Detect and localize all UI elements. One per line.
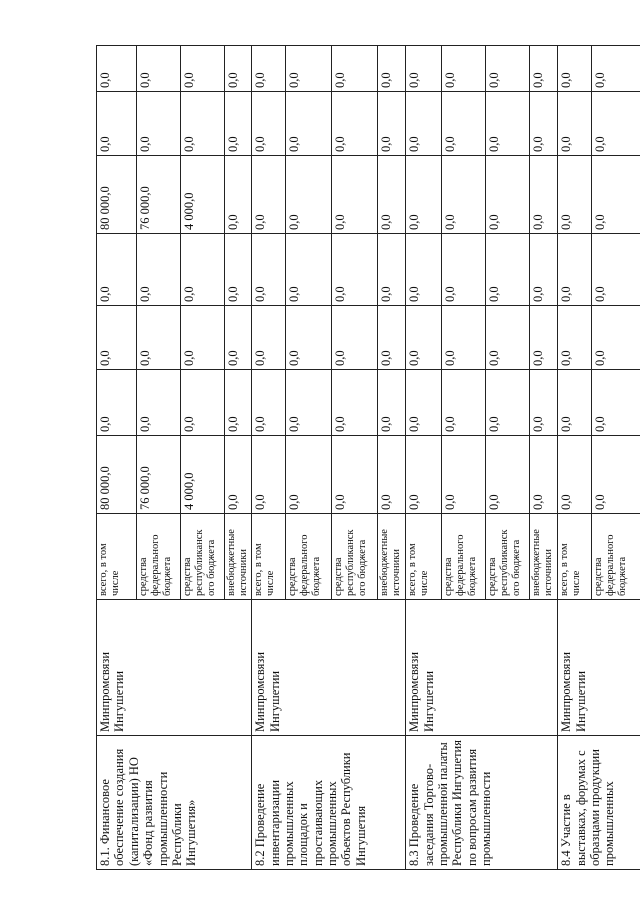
table-body: [97, 46, 640, 870]
funding-source-cell: средства федерального бюджета: [442, 514, 486, 600]
funding-source-cell: средства федерального бюджета: [137, 514, 181, 600]
amount-cell: 0,0: [442, 370, 486, 436]
table-row: [252, 46, 286, 870]
amount-cell: 0,0: [332, 46, 378, 92]
amount-cell: 0,0: [286, 156, 332, 234]
amount-cell: 0,0: [442, 306, 486, 370]
amount-cell: 0,0: [592, 306, 640, 370]
amount-cell: 0,0: [592, 46, 640, 92]
executor-cell: Минпромсвязи Ингушетии: [252, 600, 406, 736]
funding-source-cell: средства республиканск ого бюджета: [332, 514, 378, 600]
funding-source-cell: средства республиканск ого бюджета: [181, 514, 225, 600]
amount-cell: 0,0: [137, 370, 181, 436]
amount-cell: 0,0: [378, 156, 406, 234]
event-name-cell: 8.2 Проведение инвентаризации промышленных площадок и простаивающих промышленных объектов Республики Ингушетия: [252, 736, 406, 870]
funding-source-cell: всего, в том числе: [97, 514, 137, 600]
amount-cell: 76 000,0: [137, 436, 181, 514]
amount-cell: 0,0: [592, 92, 640, 156]
amount-cell: 0,0: [486, 234, 530, 306]
funding-source-cell: внебюджетные источники: [225, 514, 252, 600]
amount-cell: 0,0: [406, 46, 442, 92]
amount-cell: 0,0: [332, 92, 378, 156]
event-name-cell: 8.1. Финансовое обеспечение создания (капитализации) НО «Фонд развития промышленности Республики Ингушетия»: [97, 736, 252, 870]
amount-cell: 0,0: [137, 306, 181, 370]
amount-cell: 0,0: [286, 92, 332, 156]
amount-cell: 0,0: [181, 92, 225, 156]
amount-cell: 0,0: [592, 436, 640, 514]
amount-cell: 0,0: [252, 370, 286, 436]
amount-cell: 0,0: [592, 234, 640, 306]
amount-cell: 0,0: [406, 156, 442, 234]
event-name-cell: 8.4 Участие в выставках, форумах с образцами продукции промышленных: [558, 736, 640, 870]
amount-cell: 0,0: [252, 46, 286, 92]
amount-cell: 0,0: [558, 156, 592, 234]
amount-cell: 0,0: [558, 234, 592, 306]
amount-cell: 0,0: [486, 436, 530, 514]
funding-source-cell: всего, в том числе: [558, 514, 592, 600]
executor-cell: Минпромсвязи Ингушетии: [406, 600, 558, 736]
amount-cell: 0,0: [332, 234, 378, 306]
amount-cell: 0,0: [378, 436, 406, 514]
amount-cell: 4 000,0: [181, 156, 225, 234]
amount-cell: 0,0: [442, 46, 486, 92]
funding-source-cell: всего, в том числе: [406, 514, 442, 600]
amount-cell: 0,0: [486, 370, 530, 436]
amount-cell: 0,0: [332, 436, 378, 514]
amount-cell: 0,0: [252, 436, 286, 514]
amount-cell: 0,0: [558, 436, 592, 514]
executor-cell: Минпромсвязи Ингушетии: [558, 600, 640, 736]
table-row: [558, 46, 592, 870]
amount-cell: 0,0: [558, 370, 592, 436]
amount-cell: 0,0: [378, 234, 406, 306]
amount-cell: 0,0: [286, 306, 332, 370]
funding-source-cell: средства федерального бюджета: [286, 514, 332, 600]
amount-cell: 0,0: [378, 46, 406, 92]
amount-cell: 0,0: [530, 46, 558, 92]
amount-cell: 0,0: [378, 370, 406, 436]
amount-cell: 0,0: [406, 436, 442, 514]
executor-cell: Минпромсвязи Ингушетии: [97, 600, 252, 736]
amount-cell: 0,0: [286, 234, 332, 306]
amount-cell: 0,0: [137, 234, 181, 306]
amount-cell: 0,0: [442, 234, 486, 306]
amount-cell: 0,0: [97, 46, 137, 92]
amount-cell: 76 000,0: [137, 156, 181, 234]
amount-cell: 0,0: [225, 234, 252, 306]
amount-cell: 0,0: [225, 306, 252, 370]
amount-cell: 0,0: [97, 92, 137, 156]
amount-cell: 0,0: [406, 306, 442, 370]
amount-cell: 0,0: [225, 370, 252, 436]
amount-cell: 0,0: [97, 234, 137, 306]
amount-cell: 0,0: [225, 46, 252, 92]
event-name-cell: 8.3 Проведение заседания Торгово-промышленной палаты Республики Ингушетия по вопросам развития промышленности: [406, 736, 558, 870]
amount-cell: 0,0: [406, 370, 442, 436]
funding-source-cell: внебюджетные источники: [530, 514, 558, 600]
amount-cell: 0,0: [225, 92, 252, 156]
amount-cell: 0,0: [530, 92, 558, 156]
amount-cell: 0,0: [181, 234, 225, 306]
amount-cell: 0,0: [286, 436, 332, 514]
amount-cell: 0,0: [252, 156, 286, 234]
amount-cell: 0,0: [286, 46, 332, 92]
funding-source-cell: всего, в том числе: [252, 514, 286, 600]
amount-cell: 0,0: [378, 306, 406, 370]
amount-cell: 0,0: [486, 92, 530, 156]
amount-cell: 0,0: [181, 370, 225, 436]
amount-cell: 0,0: [592, 370, 640, 436]
amount-cell: 0,0: [530, 370, 558, 436]
table-row: [406, 46, 442, 870]
amount-cell: 0,0: [332, 156, 378, 234]
amount-cell: 0,0: [332, 370, 378, 436]
amount-cell: 0,0: [558, 46, 592, 92]
amount-cell: 0,0: [486, 46, 530, 92]
amount-cell: 0,0: [442, 436, 486, 514]
amount-cell: 0,0: [406, 92, 442, 156]
amount-cell: 0,0: [406, 234, 442, 306]
amount-cell: 0,0: [97, 370, 137, 436]
amount-cell: 0,0: [181, 46, 225, 92]
amount-cell: 0,0: [486, 156, 530, 234]
amount-cell: 0,0: [486, 306, 530, 370]
funding-source-cell: внебюджетные источники: [378, 514, 406, 600]
amount-cell: 0,0: [530, 306, 558, 370]
amount-cell: 0,0: [181, 306, 225, 370]
amount-cell: 0,0: [530, 156, 558, 234]
amount-cell: 0,0: [442, 92, 486, 156]
amount-cell: 0,0: [558, 92, 592, 156]
amount-cell: 80 000,0: [97, 436, 137, 514]
amount-cell: 0,0: [332, 306, 378, 370]
budget-table: [96, 45, 640, 870]
amount-cell: 0,0: [286, 370, 332, 436]
amount-cell: 0,0: [225, 156, 252, 234]
amount-cell: 0,0: [252, 234, 286, 306]
amount-cell: 0,0: [442, 156, 486, 234]
amount-cell: 0,0: [558, 306, 592, 370]
amount-cell: 0,0: [378, 92, 406, 156]
amount-cell: 0,0: [252, 92, 286, 156]
table-row: [97, 46, 137, 870]
funding-source-cell: средства республиканск ого бюджета: [486, 514, 530, 600]
amount-cell: 4 000,0: [181, 436, 225, 514]
amount-cell: 0,0: [530, 234, 558, 306]
amount-cell: 0,0: [592, 156, 640, 234]
amount-cell: 0,0: [137, 46, 181, 92]
amount-cell: 0,0: [530, 436, 558, 514]
amount-cell: 0,0: [252, 306, 286, 370]
amount-cell: 0,0: [225, 436, 252, 514]
funding-source-cell: средства федерального бюджета: [592, 514, 640, 600]
rotated-table-container: [96, 46, 629, 870]
amount-cell: 0,0: [137, 92, 181, 156]
amount-cell: 0,0: [97, 306, 137, 370]
amount-cell: 80 000,0: [97, 156, 137, 234]
